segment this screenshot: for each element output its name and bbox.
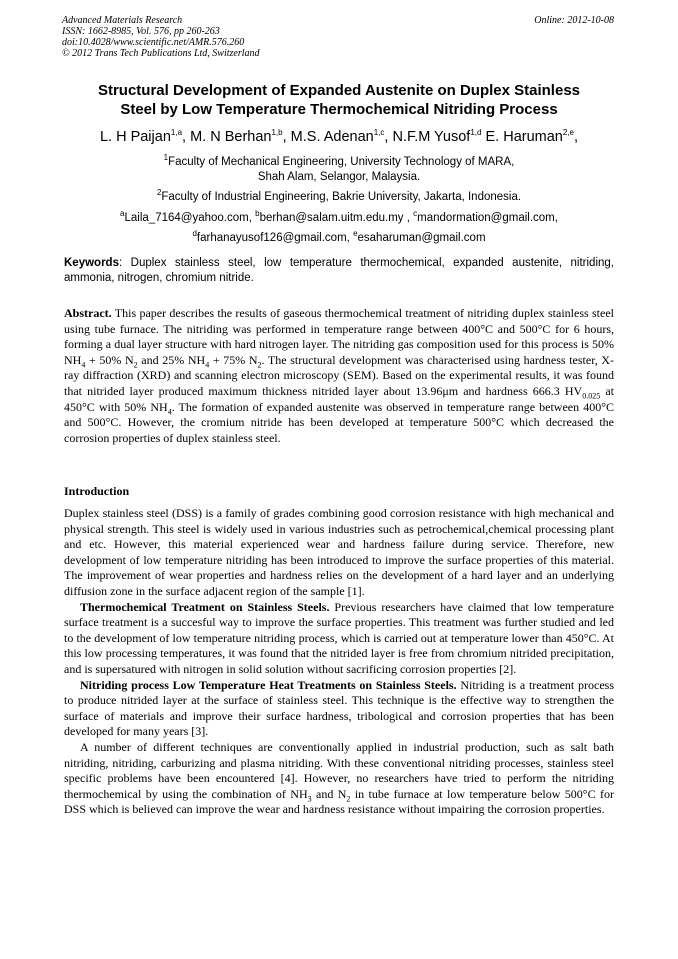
abstract xyxy=(64,306,614,446)
paper-title xyxy=(40,81,638,119)
journal-metadata xyxy=(62,15,260,59)
email-e[interactable]: esaharuman@gmail.com xyxy=(357,231,486,244)
abstract-text: + 50% N xyxy=(85,352,134,367)
affiliation-1 xyxy=(40,150,638,185)
intro-paragraph-3 xyxy=(64,678,614,740)
author-affiliation-sup: 1,d xyxy=(470,128,482,137)
paragraph-run-in-heading: Nitriding process Low Temperature Heat Treatments on Stainless Steels. xyxy=(80,677,457,692)
author-affiliation-sup: 1,b xyxy=(271,128,283,137)
subscript: 2 xyxy=(133,360,138,370)
issn-line: ISSN: 1662-8985, Vol. 576, pp 260-263 xyxy=(62,26,220,37)
author-separator: , xyxy=(384,128,393,145)
subscript: 2 xyxy=(257,360,262,370)
title-line-1: Structural Development of Expanded Austenite on Duplex Stainless xyxy=(97,82,581,99)
email-sup: d xyxy=(192,228,197,238)
author-name: E. Haruman xyxy=(485,128,563,145)
affiliation-text: Shah Alam, Selangor, Malaysia. xyxy=(257,170,421,183)
paragraph-run-in-heading: Thermochemical Treatment on Stainless Steels. xyxy=(80,599,330,614)
copyright-line: © 2012 Trans Tech Publications Ltd, Switzerland xyxy=(62,48,260,59)
subscript: 0.025 xyxy=(582,391,601,401)
paragraph-text: in tube furnace at low temperature below 500°C for DSS which is believed can improve the wear and hardness resistance without impairing the corrosion properties. xyxy=(64,786,614,817)
subscript: 4 xyxy=(205,360,210,370)
title-line-2: Steel by Low Temperature Thermochemical Nitriding Process xyxy=(120,101,558,118)
paragraph-text: A number of different techniques are conventionally applied in industrial production, such as salt bath nitriding, nitriding, carburizing and plasma nitriding. With these conventional nitriding processes, stainless steel specific problems have been encountered [4]. However, no researchers have tried to perform the nitriding thermochemical by using the combination of NH xyxy=(64,739,614,801)
affiliation-sup: 2 xyxy=(156,188,162,197)
introduction-heading: Introduction xyxy=(64,484,130,498)
intro-paragraph-4 xyxy=(64,740,614,818)
affiliation-sup: 1 xyxy=(163,153,169,162)
abstract-text: . The structural development was characterised using hardness tester, X-ray diffraction (XRD) and scanning electron microscopy (SEM). Based on the experimental results, it was found that nitrided layer produced maximum thickness nitrided layer about 13.96μm and hardness 666.3 HV xyxy=(64,352,614,398)
abstract-text: . The formation of expanded austenite was observed in temperature range between 400°C and 500°C. However, the cromium nitride has been developed at temperature 500°C which decreased the corrosion properties of duplex stainless steel. xyxy=(64,399,614,445)
abstract-text: This paper describes the results of gaseous thermochemical treatment of nitriding duplex stainless steel using tube furnace. The nitriding was performed in temperature range between 400°C and 500°C for 6 hours, forming a dual layer structure with hard nitrogen layer. The nitriding gas composition used for this process is 50% NH xyxy=(64,306,614,367)
email-sup: e xyxy=(353,228,358,238)
author-affiliation-sup: 2,e xyxy=(562,128,574,137)
doi-line: doi:10.4028/www.scientific.net/AMR.576.260 xyxy=(62,37,245,48)
subscript: 3 xyxy=(307,794,312,804)
author-affiliation-sup: 1,c xyxy=(373,128,385,137)
paragraph-text: Nitriding is a treatment process to produce nitrided layer at the surface of stainless steel. This technique is the effective way to strengthen the surface of materials and improve their surface hardness, tribological and corrosion properties that has been developed for many years [3]. xyxy=(64,677,614,739)
email-sup: b xyxy=(255,209,260,218)
abstract-text: + 75% N xyxy=(209,352,258,367)
email-sup: c xyxy=(413,209,418,218)
author-name: N.F.M Yusof xyxy=(392,128,471,145)
keywords xyxy=(64,256,614,286)
subscript: 4 xyxy=(167,406,172,416)
author-name: M. N Berhan xyxy=(190,128,272,145)
affiliation-2 xyxy=(40,185,638,205)
author-name: L. H Paijan xyxy=(99,128,171,145)
abstract-label: Abstract. xyxy=(64,306,112,320)
journal-name: Advanced Materials Research xyxy=(62,15,183,26)
subscript: 4 xyxy=(81,360,86,370)
author-emails: $^a$Laila_7164@yahoo.com, $^b$berhan@salam.uitm.edu.my , $^c$mandormation@gmail.com, $^d$farhanayusof126@gmail.com, $^e$esaharuman@gmail.com xyxy=(120,209,558,244)
author-list xyxy=(30,124,648,146)
email-sup: a xyxy=(120,209,125,218)
intro-paragraph-1: Duplex stainless steel (DSS) is a family of grades combining good corrosion resistance with high mechanical and physical strength. This steel is widely used in various industries such as petrochemical,chemical processing plant and etc. However, this material experienced wear and hardness failure during service. Therefore, new development of low temperature nitriding has been introduced to improve the surface properties of this material. The improvement of wear properties and hardness relies on the development of a hard layer and an underlying diffusion zone in the surface adjacent region of the sample [1]. xyxy=(64,506,614,598)
email-c[interactable]: mandormation@gmail.com xyxy=(417,211,555,224)
email-b[interactable]: berhan@salam.uitm.edu.my xyxy=(259,211,404,224)
keywords-label: Keywords xyxy=(64,257,119,269)
keywords-text: : Duplex stainless steel, low temperature thermochemical, expanded austenite, nitriding, ammonia, nitrogen, chromium nitride. xyxy=(64,257,614,284)
online-date: Online: 2012-10-08 xyxy=(534,15,614,26)
paragraph-text: Previous researchers have claimed that low temperature surface treatment is a succesful way to improve the surface properties. This treatment was further studied and led to the development of low temperature nitriding process, which is carried out at temperature lower than 450°C. At this low processing temperatures, it was found that the nitrided layer is free from chromium nitrided precipitation, and is supersatured with nitrogen in solid solution without sacrificing corrosion properties [2]. xyxy=(64,599,614,676)
email-a[interactable]: Laila_7164@yahoo.com xyxy=(124,211,249,224)
subscript: 2 xyxy=(346,794,351,804)
author-separator: , xyxy=(182,128,191,145)
email-d[interactable]: farhanayusof126@gmail.com xyxy=(196,231,347,244)
introduction-body xyxy=(64,506,614,818)
paragraph-text: and N xyxy=(311,786,347,801)
author-name: M.S. Adenan xyxy=(290,128,374,145)
abstract-text: at 450°C with 50% NH xyxy=(64,383,614,414)
author-affiliation-sup: 1,a xyxy=(170,128,183,137)
author-separator: , xyxy=(282,128,291,145)
affiliation-text: Faculty of Mechanical Engineering, University Technology of MARA, xyxy=(168,155,515,168)
author-separator: , xyxy=(574,128,579,145)
intro-paragraph-2 xyxy=(64,600,614,678)
affiliation-text: Faculty of Industrial Engineering, Bakrie University, Jakarta, Indonesia. xyxy=(161,190,522,203)
abstract-text: and 25% NH xyxy=(137,352,206,367)
